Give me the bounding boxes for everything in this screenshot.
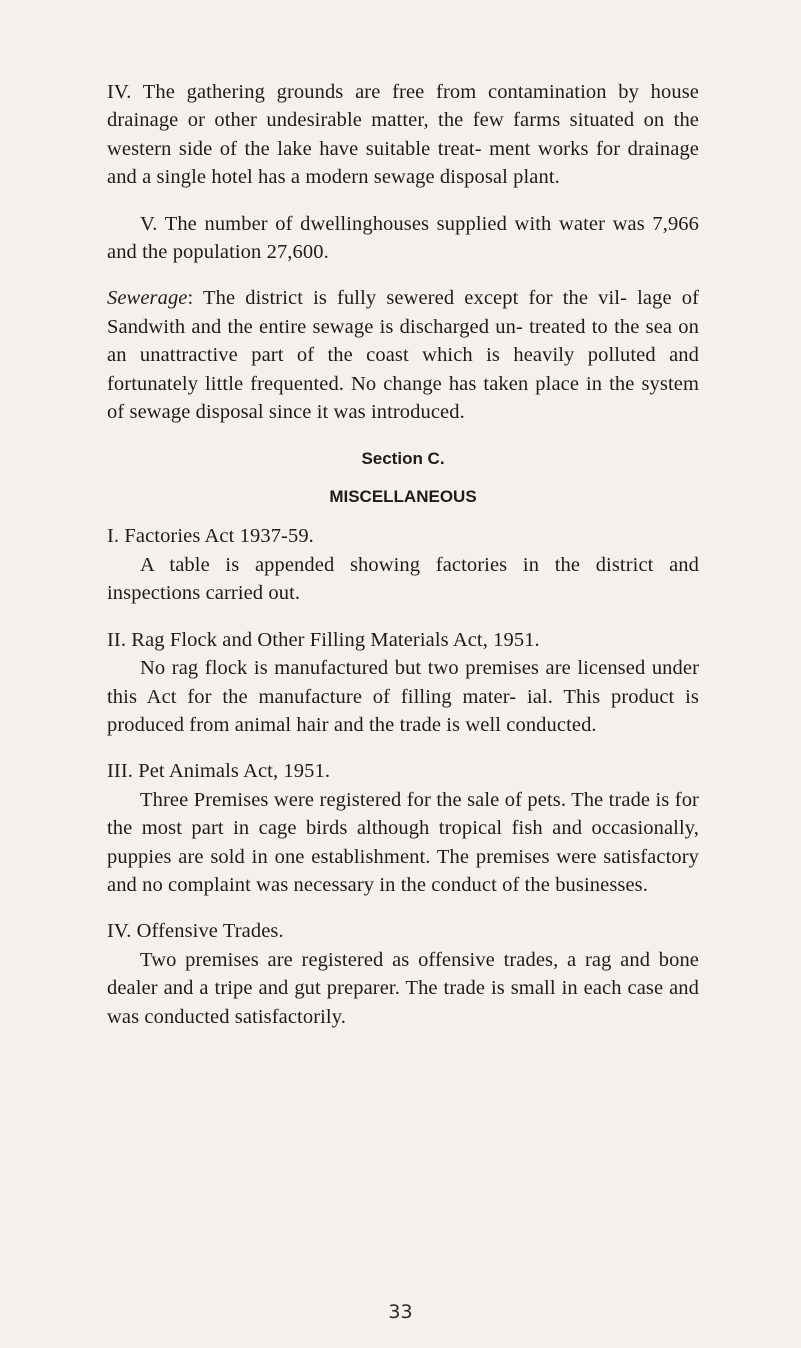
item-heading-rag-flock: II. Rag Flock and Other Filling Materials Act, 1951. [107, 628, 540, 651]
page-number: 33 [388, 1301, 413, 1323]
section-subtitle: MISCELLANEOUS [329, 487, 477, 507]
document-page [107, 78, 699, 1031]
item-heading-factories: I. Factories Act 1937-59. [107, 525, 314, 548]
paragraph-dwellinghouses: V. The number of dwellinghouses supplied with water was 7,966 and the population 27,600. [107, 212, 699, 264]
section-title: Section C. [361, 449, 445, 469]
item-body-rag-flock: No rag flock is manufactured but two premises are licensed under this Act for the manufacture of filling mater- ial. This product is produced from animal hair and the trade is well conducted. [107, 657, 699, 736]
sewerage-separator: : [187, 287, 204, 310]
item-body-offensive-trades: Two premises are registered as offensive trades, a rag and bone dealer and a tripe and gut preparer. The trade is small in each case and was conducted satisfactorily. [107, 948, 699, 1028]
sewerage-label: Sewerage [107, 287, 188, 310]
item-body-factories: A table is appended showing factories in the district and inspections carried out. [107, 553, 699, 605]
item-body-pet-animals: Three Premises were registered for the sale of pets. The trade is for the most part in cage birds although tropical fish and occasionally, puppies are sold in one establishment. The premises were satisfactory and no complaint was necessary in the conduct of the businesses. [107, 788, 699, 896]
paragraph-sewerage [107, 284, 699, 426]
sewerage-text: The district is fully sewered except for the vil- lage of Sandwith and the entire sewage is discharged un- treated to the sea on an unattractive part of the coast which is heavily polluted and fortunately little frequented. No change has taken place in the system of sewage disposal since it was introduced. [107, 287, 699, 424]
paragraph-gathering-grounds: IV. The gathering grounds are free from contamination by house drainage or other undesirable matter, the few farms situated on the western side of the lake have suitable treat- ment works for drainage and a single hotel has a modern sewage disposal plant. [107, 81, 699, 189]
item-heading-pet-animals: III. Pet Animals Act, 1951. [107, 760, 331, 783]
item-heading-offensive-trades: IV. Offensive Trades. [107, 920, 284, 943]
